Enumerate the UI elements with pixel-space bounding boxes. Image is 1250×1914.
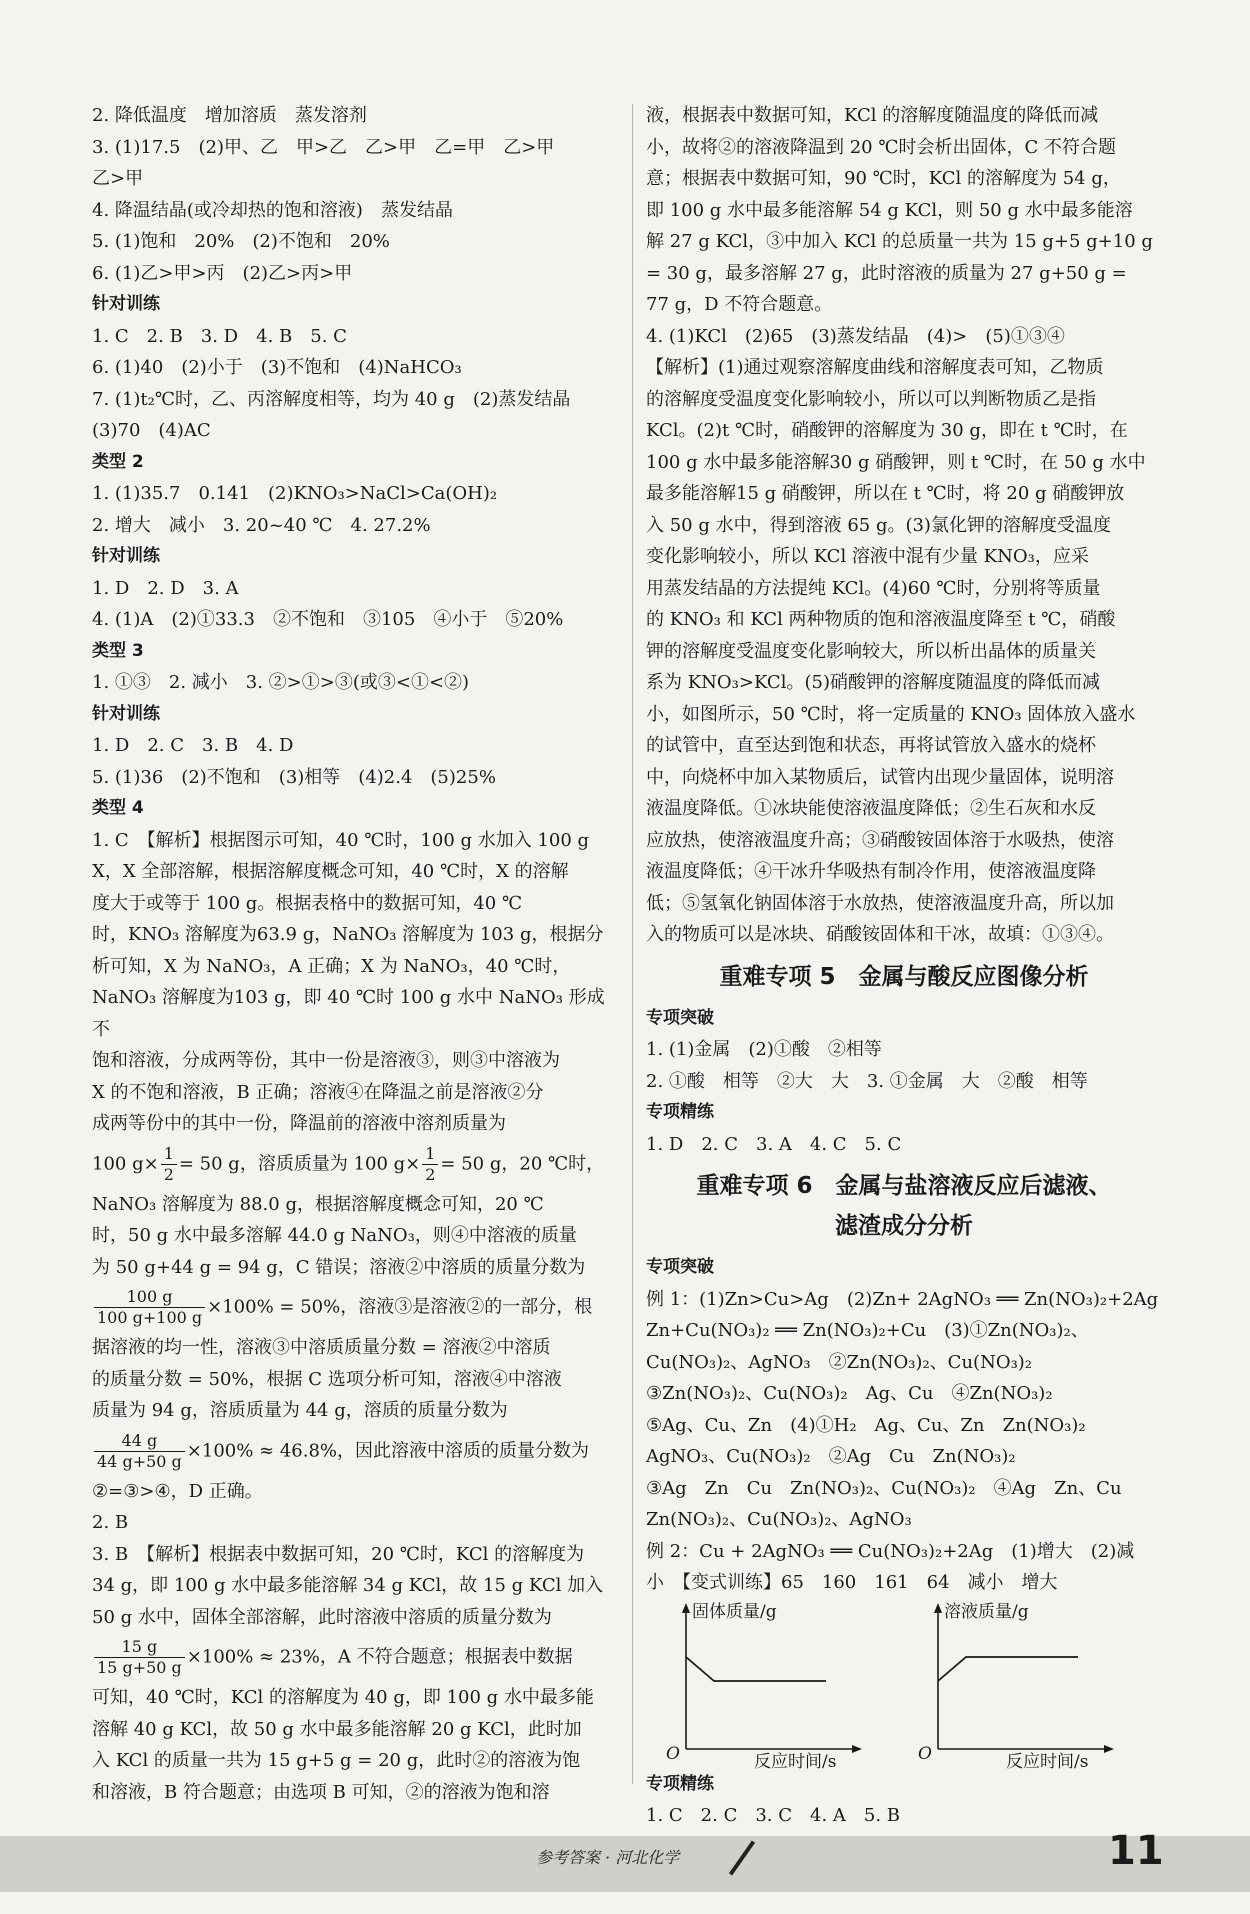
answer-line: 3. (1)17.5 (2)甲、乙 甲>乙 乙>甲 乙=甲 乙>甲 <box>92 136 555 158</box>
answer-line: Zn+Cu(NO₃)₂ ══ Zn(NO₃)₂+Cu (3)①Zn(NO₃)₂、 <box>646 1320 1089 1341</box>
answer-line: 溶解 40 g KCl，故 50 g 水中最多能溶解 20 g KCl，此时加 <box>92 1718 582 1740</box>
mass-time-graphs <box>646 1599 1162 1772</box>
answer-line: 5. (1)饱和 20% (2)不饱和 20% <box>92 231 390 252</box>
answer-line: 小 【变式训练】65 160 161 64 减小 增大 <box>646 1572 1058 1593</box>
answer-line: 应放热，使溶液温度升高；③硝酸铵固体溶于水吸热，使溶 <box>646 829 1114 851</box>
answer-line: 小，如图所示，50 ℃时，将一定质量的 KNO₃ 固体放入盛水 <box>646 703 1136 725</box>
fraction-denominator: 44 g+50 g <box>97 1451 182 1471</box>
answer-line: 质量为 94 g，溶质质量为 44 g，溶质的质量分数为 <box>92 1400 508 1421</box>
answer-line: Cu(NO₃)₂、AgNO₃ ②Zn(NO₃)₂、Cu(NO₃)₂ <box>646 1351 1033 1373</box>
solid-mass-graph <box>656 1599 896 1772</box>
answer-line: 用蒸发结晶的方法提纯 KCl。(4)60 ℃时，分别将等质量 <box>646 577 1101 599</box>
answer-line: X，X 全部溶解，根据溶解度概念可知，40 ℃时，X 的溶解 <box>92 861 569 882</box>
fraction <box>94 1431 185 1472</box>
solid-mass-x-label: 反应时间/s <box>754 1751 837 1772</box>
section-heading: 类型 4 <box>92 798 144 818</box>
footer-label: 参考答案 · 河北化学 <box>536 1848 680 1867</box>
answer-line: 77 g，D 不符合题意。 <box>646 294 833 315</box>
solution-mass-x-label: 反应时间/s <box>1006 1751 1089 1772</box>
answer-line: 最多能溶解15 g 硝酸钾，所以在 t ℃时，将 20 g 硝酸钾放 <box>646 483 1125 504</box>
answer-line: X 的不饱和溶液，B 正确；溶液④在降温之前是溶液②分 <box>92 1081 544 1103</box>
answer-line: ③Ag Zn Cu Zn(NO₃)₂、Cu(NO₃)₂ ④Ag Zn、Cu <box>646 1477 1122 1499</box>
special-topic-5-heading: 重难专项 5 金属与酸反应图像分析 <box>719 963 1089 990</box>
answer-line: 的质量分数 = 50%，根据 C 选项分析可知，溶液④中溶液 <box>92 1368 562 1390</box>
fraction-text: ×100% ≈ 46.8%，因此溶液中溶质的质量分数为 <box>186 1440 590 1461</box>
fraction-text: 100 g× <box>92 1153 159 1174</box>
answer-line: Zn(NO₃)₂、Cu(NO₃)₂、AgNO₃ <box>646 1509 912 1530</box>
fraction-denominator: 2 <box>425 1164 436 1184</box>
answer-line: 变化影响较小，所以 KCl 溶液中混有少量 KNO₃，应采 <box>646 546 1089 567</box>
section-heading: 专项精练 <box>646 1773 714 1794</box>
fraction-numerator: 100 g <box>94 1287 205 1308</box>
answer-line: 意；根据表中数据可知，90 ℃时，KCl 的溶解度为 54 g， <box>646 168 1121 189</box>
solid-mass-y-label: 固体质量/g <box>692 1601 777 1622</box>
fraction-line <box>92 1140 622 1189</box>
fraction-text: = 50 g，溶质质量为 100 g× <box>178 1153 421 1174</box>
solid-mass-curve <box>686 1657 826 1681</box>
answer-line: 1. D 2. C 3. B 4. D <box>92 735 294 756</box>
answer-line: 2. B <box>92 1512 129 1533</box>
origin-label: O <box>918 1743 932 1764</box>
answer-line: 例 1：(1)Zn>Cu>Ag (2)Zn+ 2AgNO₃ ══ Zn(NO₃)₂+2Ag <box>646 1288 1159 1310</box>
answer-line: 成两等份中的其中一份，降温前的溶液中溶剂质量为 <box>92 1113 506 1134</box>
answer-line: 50 g 水中，固体全部溶解，此时溶液中溶质的质量分数为 <box>92 1606 552 1628</box>
answer-line: 1. ①③ 2. 减小 3. ②>①>③(或③<①<②) <box>92 672 470 693</box>
fraction-denominator: 2 <box>163 1164 174 1184</box>
answer-line: 时，50 g 水中最多溶解 44.0 g NaNO₃，则④中溶液的质量 <box>92 1225 577 1246</box>
answer-line: 系为 KNO₃>KCl。(5)硝酸钾的溶解度随温度的降低而减 <box>646 672 1100 693</box>
answer-line: 4. 降温结晶(或冷却热的饱和溶液) 蒸发结晶 <box>92 199 453 221</box>
answer-line: 解 27 g KCl，③中加入 KCl 的总质量一共为 15 g+5 g+10 g <box>646 231 1153 252</box>
answer-line: 100 g 水中最多能溶解30 g 硝酸钾，则 t ℃时，在 50 g 水中 <box>646 451 1146 473</box>
answer-line: 的 KNO₃ 和 KCl 两种物质的饱和溶液温度降至 t ℃，硝酸 <box>646 609 1116 630</box>
answer-line: 5. (1)36 (2)不饱和 (3)相等 (4)2.4 (5)25% <box>92 766 496 788</box>
answer-line: 1. (1)35.7 0.141 (2)KNO₃>NaCl>Ca(OH)₂ <box>92 483 498 504</box>
answer-line: NaNO₃ 溶解度为103 g，即 40 ℃时 100 g 水中 NaNO₃ 形成不 <box>92 987 605 1040</box>
solution-mass-graph <box>908 1599 1148 1772</box>
answer-line: 的溶解度受温度变化影响较小，所以可以判断物质乙是指 <box>646 388 1096 410</box>
fraction <box>94 1287 205 1328</box>
fraction-line <box>92 1427 622 1476</box>
fraction-text: ×100% = 50%，溶液③是溶液②的一部分，根 <box>207 1296 593 1318</box>
answer-line: 【解析】(1)通过观察溶解度曲线和溶解度表可知，乙物质 <box>646 357 1104 378</box>
special-topic-6-heading: 重难专项 6 金属与盐溶液反应后滤液、 <box>696 1173 1112 1199</box>
answer-line: KCl。(2)t ℃时，硝酸钾的溶解度为 30 g，即在 t ℃时，在 <box>646 420 1128 441</box>
x-axis-arrow <box>1104 1745 1114 1753</box>
answer-line: 为 50 g+44 g = 94 g，C 错误；溶液②中溶质的质量分数为 <box>92 1256 586 1278</box>
answer-line: 的试管中，直至达到饱和状态，再将试管放入盛水的烧杯 <box>646 735 1096 756</box>
fraction-numerator: 1 <box>161 1144 177 1165</box>
section-heading: 针对训练 <box>92 546 160 566</box>
answer-line: 饱和溶液，分成两等份，其中一份是溶液③，则③中溶液为 <box>92 1050 560 1071</box>
answer-line: 4. (1)KCl (2)65 (3)蒸发结晶 (4)> (5)①③④ <box>646 325 1065 347</box>
answer-line: NaNO₃ 溶解度为 88.0 g，根据溶解度概念可知，20 ℃ <box>92 1193 544 1215</box>
x-axis-arrow <box>852 1745 862 1753</box>
section-heading: 专项突破 <box>646 1257 714 1277</box>
answer-line: 1. D 2. C 3. A 4. C 5. C <box>646 1133 902 1155</box>
section-heading: 专项突破 <box>646 1007 714 1028</box>
section-heading: 类型 2 <box>92 451 144 472</box>
solution-mass-y-label: 溶液质量/g <box>944 1601 1029 1622</box>
fraction-denominator: 100 g+100 g <box>97 1308 203 1327</box>
fraction <box>161 1144 177 1185</box>
answer-line: 2. 增大 减小 3. 20~40 ℃ 4. 27.2% <box>92 514 431 536</box>
answer-line: (3)70 (4)AC <box>92 420 211 441</box>
answer-line: 钾的溶解度受温度变化影响较大，所以析出晶体的质量关 <box>646 640 1096 662</box>
answer-line: 液，根据表中数据可知，KCl 的溶解度随温度的降低而减 <box>646 105 1099 126</box>
answer-line: 6. (1)40 (2)小于 (3)不饱和 (4)NaHCO₃ <box>92 357 462 378</box>
y-axis-arrow <box>682 1603 690 1613</box>
answer-line: 7. (1)t₂℃时，乙、丙溶解度相等，均为 40 g (2)蒸发结晶 <box>92 388 571 410</box>
right-column <box>646 100 1162 1863</box>
answer-line: 34 g，即 100 g 水中最多能溶解 34 g KCl，故 15 g KCl 加入 <box>92 1575 604 1596</box>
answer-line: 和溶液，B 符合题意；由选项 B 可知，②的溶液为饱和溶 <box>92 1781 550 1803</box>
answer-line: 度大于或等于 100 g。根据表格中的数据可知，40 ℃ <box>92 892 523 914</box>
answer-line: 低；⑤氢氧化钠固体溶于水放热，使溶液温度升高，所以加 <box>646 892 1114 914</box>
fraction-text: ×100% ≈ 23%，A 不符合题意；根据表中数据 <box>186 1646 573 1668</box>
left-column <box>92 100 622 1808</box>
answer-line: 2. ①酸 相等 ②大 大 3. ①金属 大 ②酸 相等 <box>646 1070 1088 1092</box>
answer-line: AgNO₃、Cu(NO₃)₂ ②Ag Cu Zn(NO₃)₂ <box>646 1446 1016 1467</box>
fraction-denominator: 15 g+50 g <box>97 1658 182 1677</box>
section-heading: 专项精练 <box>646 1102 714 1122</box>
fraction <box>422 1144 438 1185</box>
fraction-text: = 50 g，20 ℃时， <box>440 1153 605 1174</box>
answer-line: 液温度降低；④干冰升华吸热有制冷作用，使溶液温度降 <box>646 861 1096 882</box>
fraction-line <box>92 1633 622 1682</box>
fraction <box>94 1637 185 1678</box>
answer-line: 乙>甲 <box>92 168 144 189</box>
column-divider <box>632 104 633 1784</box>
answer-line: 入 50 g 水中，得到溶液 65 g。(3)氯化钾的溶解度受温度 <box>646 514 1111 536</box>
fraction-numerator: 15 g <box>94 1637 185 1658</box>
fraction-line <box>92 1283 622 1332</box>
answer-line: 例 2：Cu + 2AgNO₃ ══ Cu(NO₃)₂+2Ag (1)增大 (2)减 <box>646 1540 1135 1562</box>
answer-line: 2. 降低温度 增加溶质 蒸发溶剂 <box>92 105 367 126</box>
answer-line: 析可知，X 为 NaNO₃，A 正确；X 为 NaNO₃，40 ℃时， <box>92 955 571 977</box>
section-heading: 针对训练 <box>92 703 160 724</box>
solution-mass-curve <box>938 1657 1078 1681</box>
answer-line: ⑤Ag、Cu、Zn (4)①H₂ Ag、Cu、Zn Zn(NO₃)₂ <box>646 1414 1086 1436</box>
answer-line: 小，故将②的溶液降温到 20 ℃时会析出固体，C 不符合题 <box>646 136 1116 158</box>
answer-line: 1. (1)金属 (2)①酸 ②相等 <box>646 1039 882 1060</box>
answer-line: 时，KNO₃ 溶解度为63.9 g，NaNO₃ 溶解度为 103 g，根据分 <box>92 924 604 945</box>
answer-line: ②=③>④，D 正确。 <box>92 1480 263 1502</box>
answer-line: 即 100 g 水中最多能溶解 54 g KCl，则 50 g 水中最多能溶 <box>646 199 1133 221</box>
origin-label: O <box>666 1743 680 1764</box>
answer-line: 入 KCl 的质量一共为 15 g+5 g = 20 g，此时②的溶液为饱 <box>92 1750 581 1771</box>
answer-line: 4. (1)A (2)①33.3 ②不饱和 ③105 ④小于 ⑤20% <box>92 609 564 630</box>
y-axis-arrow <box>934 1603 942 1613</box>
section-heading: 针对训练 <box>92 294 160 314</box>
answer-line: 1. C 【解析】根据图示可知，40 ℃时，100 g 水加入 100 g <box>92 829 590 851</box>
answer-line: = 30 g，最多溶解 27 g，此时溶液的质量为 27 g+50 g = <box>646 262 1127 284</box>
special-topic-6-heading-cont: 滤渣成分分析 <box>835 1213 973 1239</box>
answer-line: 中，向烧杯中加入某物质后，试管内出现少量固体，说明溶 <box>646 766 1114 788</box>
answer-line: 1. C 2. C 3. C 4. A 5. B <box>646 1805 901 1826</box>
answer-line: 液温度降低。①冰块能使溶液温度降低；②生石灰和水反 <box>646 798 1096 819</box>
answer-line: 1. C 2. B 3. D 4. B 5. C <box>92 325 347 347</box>
page-number: 11 <box>1108 1828 1164 1874</box>
answer-line: 可知，40 ℃时，KCl 的溶解度为 40 g，即 100 g 水中最多能 <box>92 1687 594 1708</box>
answer-line: ③Zn(NO₃)₂、Cu(NO₃)₂ Ag、Cu ④Zn(NO₃)₂ <box>646 1383 1053 1404</box>
fraction-numerator: 1 <box>422 1144 438 1165</box>
answer-line: 入的物质可以是冰块、硝酸铵固体和干冰，故填：①③④。 <box>646 924 1114 945</box>
answer-line: 3. B 【解析】根据表中数据可知，20 ℃时，KCl 的溶解度为 <box>92 1543 585 1565</box>
answer-line: 6. (1)乙>甲>丙 (2)乙>丙>甲 <box>92 262 353 284</box>
answer-line: 据溶液的均一性，溶液③中溶质质量分数 = 溶液②中溶质 <box>92 1337 551 1358</box>
section-heading: 类型 3 <box>92 640 144 661</box>
answer-line: 1. D 2. D 3. A <box>92 577 239 599</box>
fraction-numerator: 44 g <box>94 1431 185 1452</box>
